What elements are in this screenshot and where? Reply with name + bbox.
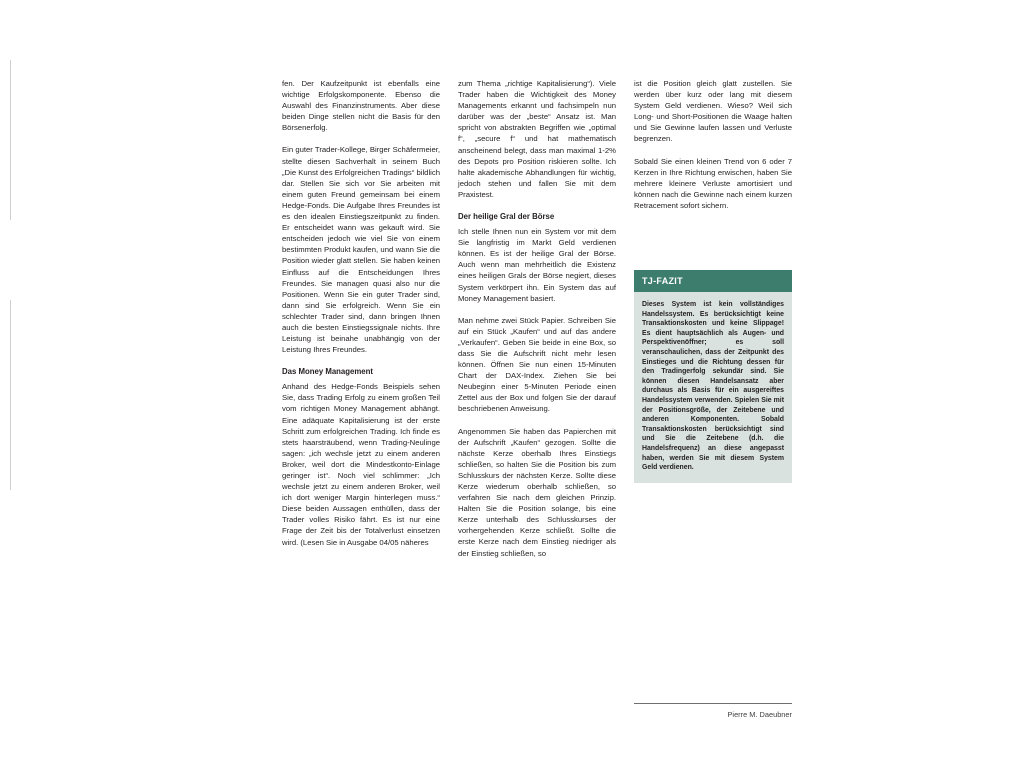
paragraph: zum Thema „richtige Kapitalisierung“). Viele Trader haben die Wichtigkeit des Money Managements erkannt und fachsimpeln nun darüber was der „beste“ Ansatz ist. Man spricht von abstrakten Begriffen wie „optimal f“, „secure f“ und hat mathematisch anscheinend belegt, dass man maximal 1-2% des Depots pro Position riskieren sollte. Ich halte akademische Abhandlungen für wichtig, jedoch stehen und fallen Sie mit dem Praxistest.: [458, 79, 616, 199]
paragraph: Anhand des Hedge-Fonds Beispiels sehen Sie, dass Trading Erfolg zu einem großen Teil vom richtigen Money Management abhängt. Eine adäquate Kapitalisierung ist der erste Schritt zum erfolgreichen Trading. Ich finde es stets haarsträubend, wenn Trading-Neulinge sagen: „ich wechsle jetzt zu einem anderen Broker, weil dort die Mindestkonto-Einlage geringer ist“. Noch viel schlimmer: „Ich wechsle jetzt zu einem anderen Broker, weil ich dort weniger Margin hinterlegen muss.“ Diese beiden Aussagen enthüllen, dass der Trader volles Risiko fährt. Es ist nur eine Frage der Zeit bis der Totalverlust einsetzen wird. (Lesen Sie in Ausgabe 04/05 näheres: [282, 382, 440, 547]
fazit-title: TJ-FAZIT: [634, 270, 792, 292]
paragraph: Ein guter Trader-Kollege, Birger Schäfermeier, stellte diesen Sachverhalt in seinem Buch „Die Kunst des Erfolgreichen Tradings“ bildlich dar. Stellen Sie sich vor Sie arbeiten mit einem guten Freund gemeinsam bei einem Hedge-Fonds. Die Aufgabe Ihres Freundes ist es den idealen Einstiegszeitpunkt zu finden. Er entscheidet wann was gekauft wird. Sie entscheiden jedoch wie viel Sie von einem bestimmten Produkt kaufen, und wann Sie die Position wieder glatt stellen. Sie haben keinen Einfluss auf die Entscheidungen Ihres Freundes. Sie managen quasi also nur die Positionen. Wenn Sie ein guter Trader sind, dann sind Sie erfolgreich. Wenn Sie ein schlechter Trader sind, dann bringen Ihnen auch die besten Einstiegssignale nichts. Ihre Leistung ist beinahe unabhängig von der Leistung Ihres Freundes.: [282, 145, 440, 355]
author-byline: Pierre M. Daeubner: [727, 710, 792, 719]
text-column-3: [634, 78, 792, 738]
crop-mark-bottom: [10, 300, 11, 490]
article-columns: [282, 78, 792, 738]
paragraph: Ich stelle Ihnen nun ein System vor mit dem Sie langfristig im Markt Geld verdienen können. Es ist der heilige Gral der Börse. Auch wenn man mehrheitlich die Existenz eines heiligen Grals der Börse negiert, dieses System verkörpert ihn. Ein System das auf Money Management basiert.: [458, 227, 616, 303]
text-column-1: [282, 78, 440, 738]
section-heading: Der heilige Gral der Börse: [458, 212, 555, 222]
byline-divider: [634, 703, 792, 704]
paragraph: Angenommen Sie haben das Papierchen mit der Aufschrift „Kaufen“ gezogen. Sollte die nächste Kerze oberhalb Ihres Einstiegs schließen, so halten Sie die Position bis zum Schlusskurs der nächsten Kerze. Sollte diese Kerze wiederum oberhalb schließen, so verfahren Sie nach dem gleichen Prinzip. Halten Sie die Position solange, bis eine Kerze unterhalb des Schlusskurses der vorhergehenden Kerze schließt. Sollte die erste Kerze nach dem Einstieg niedriger als der Einstieg schließen, so: [458, 426, 616, 558]
crop-mark-top: [10, 60, 11, 220]
section-heading: Das Money Management: [282, 367, 373, 377]
paragraph: Man nehme zwei Stück Papier. Schreiben Sie auf ein Stück „Kaufen“ und auf das andere „Verkaufen“. Geben Sie beide in eine Box, so dass Sie die Aufschrift nicht mehr lesen können. Öffnen Sie nun einen 15-Minuten Chart der DAX-Index. Ziehen Sie bei Neubeginn einer 5-Minuten Periode einen Zettel aus der Box und folgen Sie der darauf beschriebenen Anweisung.: [458, 315, 616, 414]
paragraph: Sobald Sie einen kleinen Trend von 6 oder 7 Kerzen in Ihre Richtung erwischen, haben Sie mehrere kleinere Verluste amortisiert und können nach die Gewinne nach einem kurzen Retracement sofort sichern.: [634, 156, 792, 210]
fazit-body: Dieses System ist kein vollständiges Handelssystem. Es berücksichtigt keine Transaktionskosten und keine Slippage! Es dient hauptsächlich als Augen- und Perspektivenöffner; es soll veranschaulichen, dass der Zeitpunkt des Einstieges und die Richtung dessen für den Tradingerfolg sekundär sind. Sie können diesen Handelsansatz aber durchaus als Basis für ein ausgereiftes Handelssystem verwenden. Spielen Sie mit der Positionsgröße, der Zeitebene und anderen Komponenten. Sobald Transaktionskosten berücksichtigt sind und Sie die Zeitebene (d.h. die Handelsfrequenz) an diese angepasst haben, werden Sie mit diesem System Geld verdienen.: [642, 301, 784, 472]
fazit-box: [634, 270, 792, 483]
paragraph: ist die Position gleich glatt zustellen. Sie werden über kurz oder lang mit diesem System Geld verdienen. Wieso? Weil sich Long- und Short-Positionen die Waage halten und Sie Gewinne laufen lassen und Verluste begrenzen.: [634, 79, 792, 144]
text-column-2: [458, 78, 616, 738]
paragraph: fen. Der Kaufzeitpunkt ist ebenfalls eine wichtige Erfolgskomponente. Ebenso die Auswahl des Finanzinstruments. Aber diese beiden Dinge stellen nicht die Basis für den Börsenerfolg.: [282, 79, 440, 133]
